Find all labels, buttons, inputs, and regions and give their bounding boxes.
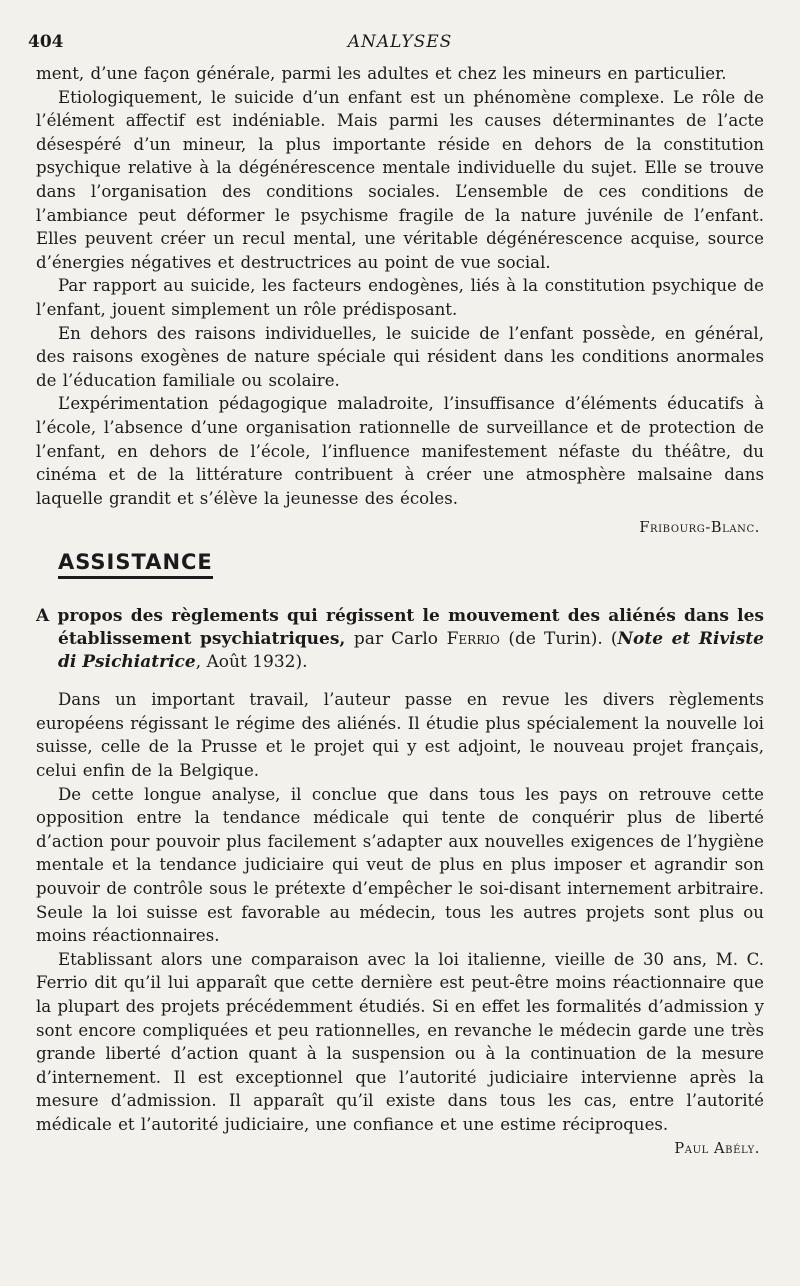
article-heading [36, 605, 764, 674]
heading-place: (de Turin). ( [508, 629, 618, 650]
paragraph: De cette longue analyse, il conclue que dans tous les pays on retrouve cette opposition entre la tendance médicale qui tente de conquérir plus de liberté d’action pour pouvoir plus facilement s’adapter aux nouvelles exigences de l’hygiène mentale et la tendance judiciaire qui veut de plus en plus imposer et agrandir son pouvoir de contrôle sous le prétexte d’empêcher le soi-disant internement arbitraire. Seule la loi suisse est favorable au médecin, tous les autres projets sont plus ou moins réactionnaires. [36, 784, 764, 946]
signature-fribourg-blanc: Fribourg-Blanc. [639, 520, 760, 537]
article-suicide-review [36, 62, 764, 536]
page-header [28, 28, 764, 62]
article-ferrio-review [36, 605, 764, 1156]
heading-author: Ferrio [446, 629, 500, 650]
paragraph: ment, d’une façon générale, parmi les adultes et chez les mineurs en particulier. [36, 64, 727, 83]
heading-by: par Carlo [353, 629, 439, 650]
page-number: 404 [28, 32, 64, 52]
paragraph: Etiologiquement, le suicide d’un enfant est un phénomène complexe. Le rôle de l’élément affectif est indéniable. Mais parmi les causes déterminantes de l’acte désespéré d’un mineur, la plus importante réside en dehors de la constitution psychique relative à la dégénérescence mentale individuelle du sujet. Elle se trouve dans l’organisation des conditions sociales. L’ensemble de ces conditions de l’ambiance peut déformer le psychisme fragile de la nature juvénile de l’enfant. Elles peuvent créer un recul mental, une véritable dégénérescence acquise, source d’énergies négatives et destructrices au point de vue social. [36, 87, 764, 272]
heading-title: A propos des règlements qui régissent le mouvement des aliénés dans les établissement psychiatriques, [36, 606, 764, 650]
signature-paul-abely: Paul Abély. [674, 1140, 760, 1157]
heading-date: , Août 1932). [195, 652, 308, 673]
paragraph: Dans un important travail, l’auteur passe en revue les divers règlements européens régissant le régime des aliénés. Il étudie plus spécialement la nouvelle loi suisse, celle de la Prusse et le projet qui y est adjoint, le nouveau projet français, celui enfin de la Belgique. [36, 690, 764, 781]
running-head: ANALYSES [347, 32, 453, 52]
paragraph: Par rapport au suicide, les facteurs endogènes, liés à la constitution psychique de l’enfant, jouent simplement un rôle prédisposant. [36, 276, 764, 319]
heading-journal: Note et Riviste di Psichiatrice [58, 629, 764, 673]
paragraph: L’expérimentation pédagogique maladroite, l’insuffisance d’éléments éducatifs à l’école, l’absence d’une organisation rationnelle de surveillance et de protection de l’enfant, en dehors de l’école, l’influence manifestement néfaste du théâtre, du cinéma et de la littérature contribuent à créer une atmosphère malsaine dans laquelle grandit et s’élève la jeunesse des écoles. [36, 394, 764, 508]
paragraph: Etablissant alors une comparaison avec la loi italienne, vieille de 30 ans, M. C. Ferrio dit qu’il lui apparaît que cette dernière est peut-être moins réactionnaire que la plupart des projets précédemment étudiés. Si en effet les formalités d’admission y sont encore compliquées et peu rationnelles, en revanche le médecin garde une très grande liberté d’action quant à la suspension ou à la continuation de la mesure d’internement. Il est exceptionnel que l’autorité judiciaire intervienne après la mesure d’admission. Il apparaît qu’il existe dans tous les cas, entre l’autorité médicale et l’autorité judiciaire, une confiance et une estime réciproques. [36, 949, 764, 1134]
section-title-assistance: ASSISTANCE [58, 550, 213, 579]
paragraph: En dehors des raisons individuelles, le suicide de l’enfant possède, en général, des raisons exogènes de nature spéciale qui résident dans les conditions anormales de l’éducation familiale ou scolaire. [36, 323, 764, 390]
